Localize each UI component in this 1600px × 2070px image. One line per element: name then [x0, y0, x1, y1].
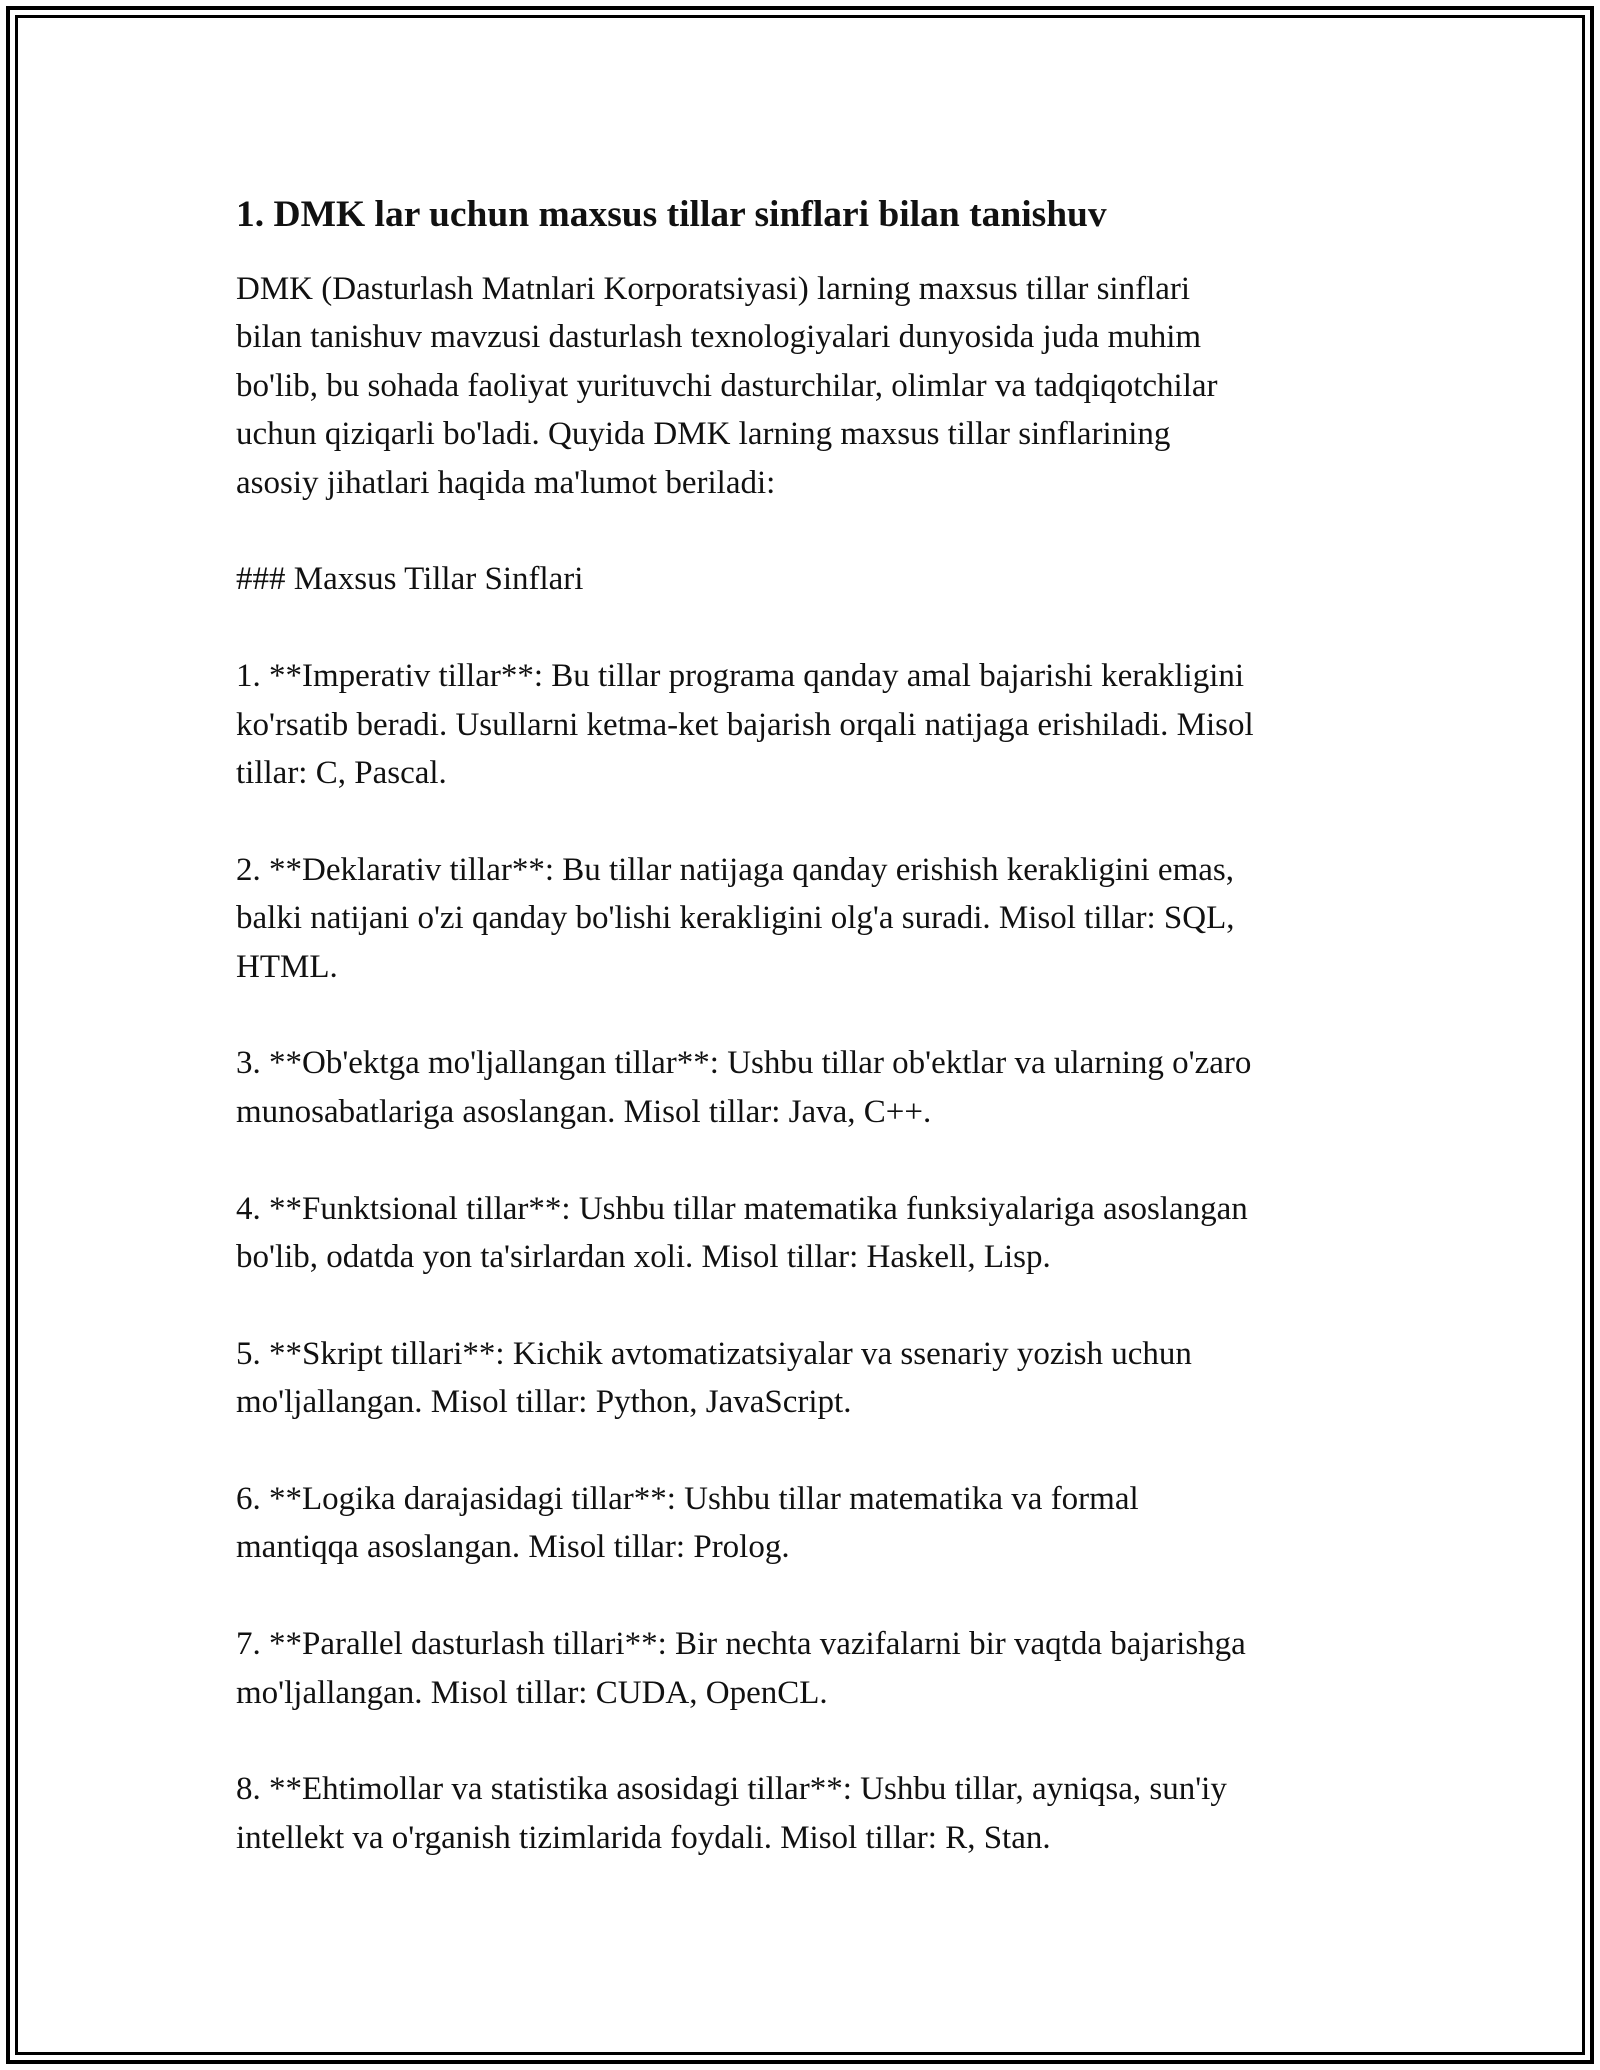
- list-item-3: [236, 1039, 1386, 1136]
- intro-line: bilan tanishuv mavzusi dasturlash texnologiyalari dunyosida juda muhim: [236, 319, 1202, 356]
- list-item-6: [236, 1475, 1386, 1572]
- list-item-line: 1. **Imperativ tillar**: Bu tillar programa qanday amal bajarishi kerakligini: [236, 658, 1245, 695]
- list-item-line: balki natijani o'zi qanday bo'lishi kerakligini olg'a suradi. Misol tillar: SQL,: [236, 900, 1235, 937]
- list-item-line: HTML.: [236, 948, 338, 985]
- list-item-4: [236, 1185, 1386, 1282]
- document-title: 1. DMK lar uchun maxsus tillar sinflari bilan tanishuv: [236, 194, 1107, 235]
- list-item-line: 8. **Ehtimollar va statistika asosidagi tillar**: Ushbu tillar, ayniqsa, sun'iy: [236, 1771, 1227, 1808]
- list-item-line: 7. **Parallel dasturlash tillari**: Bir nechta vazifalarni bir vaqtda bajarishga: [236, 1626, 1246, 1663]
- list-item-line: intellekt va o'rganish tizimlarida foydali. Misol tillar: R, Stan.: [236, 1819, 1051, 1856]
- list-item-1: [236, 652, 1386, 797]
- list-item-line: 2. **Deklarativ tillar**: Bu tillar natijaga qanday erishish kerakligini emas,: [236, 851, 1234, 888]
- list-item-line: 6. **Logika darajasidagi tillar**: Ushbu tillar matematika va formal: [236, 1481, 1139, 1518]
- list-item-line: ko'rsatib beradi. Usullarni ketma-ket bajarish orqali natijaga erishiladi. Misol: [236, 706, 1254, 743]
- intro-paragraph: [236, 265, 1386, 507]
- list-item-line: mo'ljallangan. Misol tillar: CUDA, OpenCL.: [236, 1674, 828, 1711]
- intro-line: uchun qiziqarli bo'ladi. Quyida DMK larning maxsus tillar sinflarining: [236, 416, 1171, 453]
- intro-line: bo'lib, bu sohada faoliyat yurituvchi dasturchilar, olimlar va tadqiqotchilar: [236, 367, 1218, 404]
- list-item-line: tillar: C, Pascal.: [236, 755, 447, 792]
- section-heading: ### Maxsus Tillar Sinflari: [236, 561, 584, 598]
- list-item-line: mantiqqa asoslangan. Misol tillar: Prolog.: [236, 1529, 790, 1566]
- list-item-7: [236, 1620, 1386, 1717]
- intro-line: DMK (Dasturlash Matnlari Korporatsiyasi) larning maxsus tillar sinflari: [236, 271, 1191, 307]
- list-item-5: [236, 1330, 1386, 1427]
- intro-line: asosiy jihatlari haqida ma'lumot beriladi:: [236, 464, 776, 501]
- list-item-line: 3. **Ob'ektga mo'ljallangan tillar**: Ushbu tillar ob'ektlar va ularning o'zaro: [236, 1045, 1252, 1082]
- list-item-line: mo'ljallangan. Misol tillar: Python, JavaScript.: [236, 1384, 852, 1421]
- document-body: [236, 185, 1386, 1862]
- list-item-line: bo'lib, odatda yon ta'sirlardan xoli. Misol tillar: Haskell, Lisp.: [236, 1239, 1051, 1276]
- list-item-2: [236, 846, 1386, 991]
- list-item-8: [236, 1765, 1386, 1862]
- list-item-line: 4. **Funktsional tillar**: Ushbu tillar matematika funksiyalariga asoslangan: [236, 1190, 1248, 1227]
- list-item-line: munosabatlariga asoslangan. Misol tillar: Java, C++.: [236, 1093, 932, 1130]
- list-item-line: 5. **Skript tillari**: Kichik avtomatizatsiyalar va ssenariy yozish uchun: [236, 1335, 1192, 1372]
